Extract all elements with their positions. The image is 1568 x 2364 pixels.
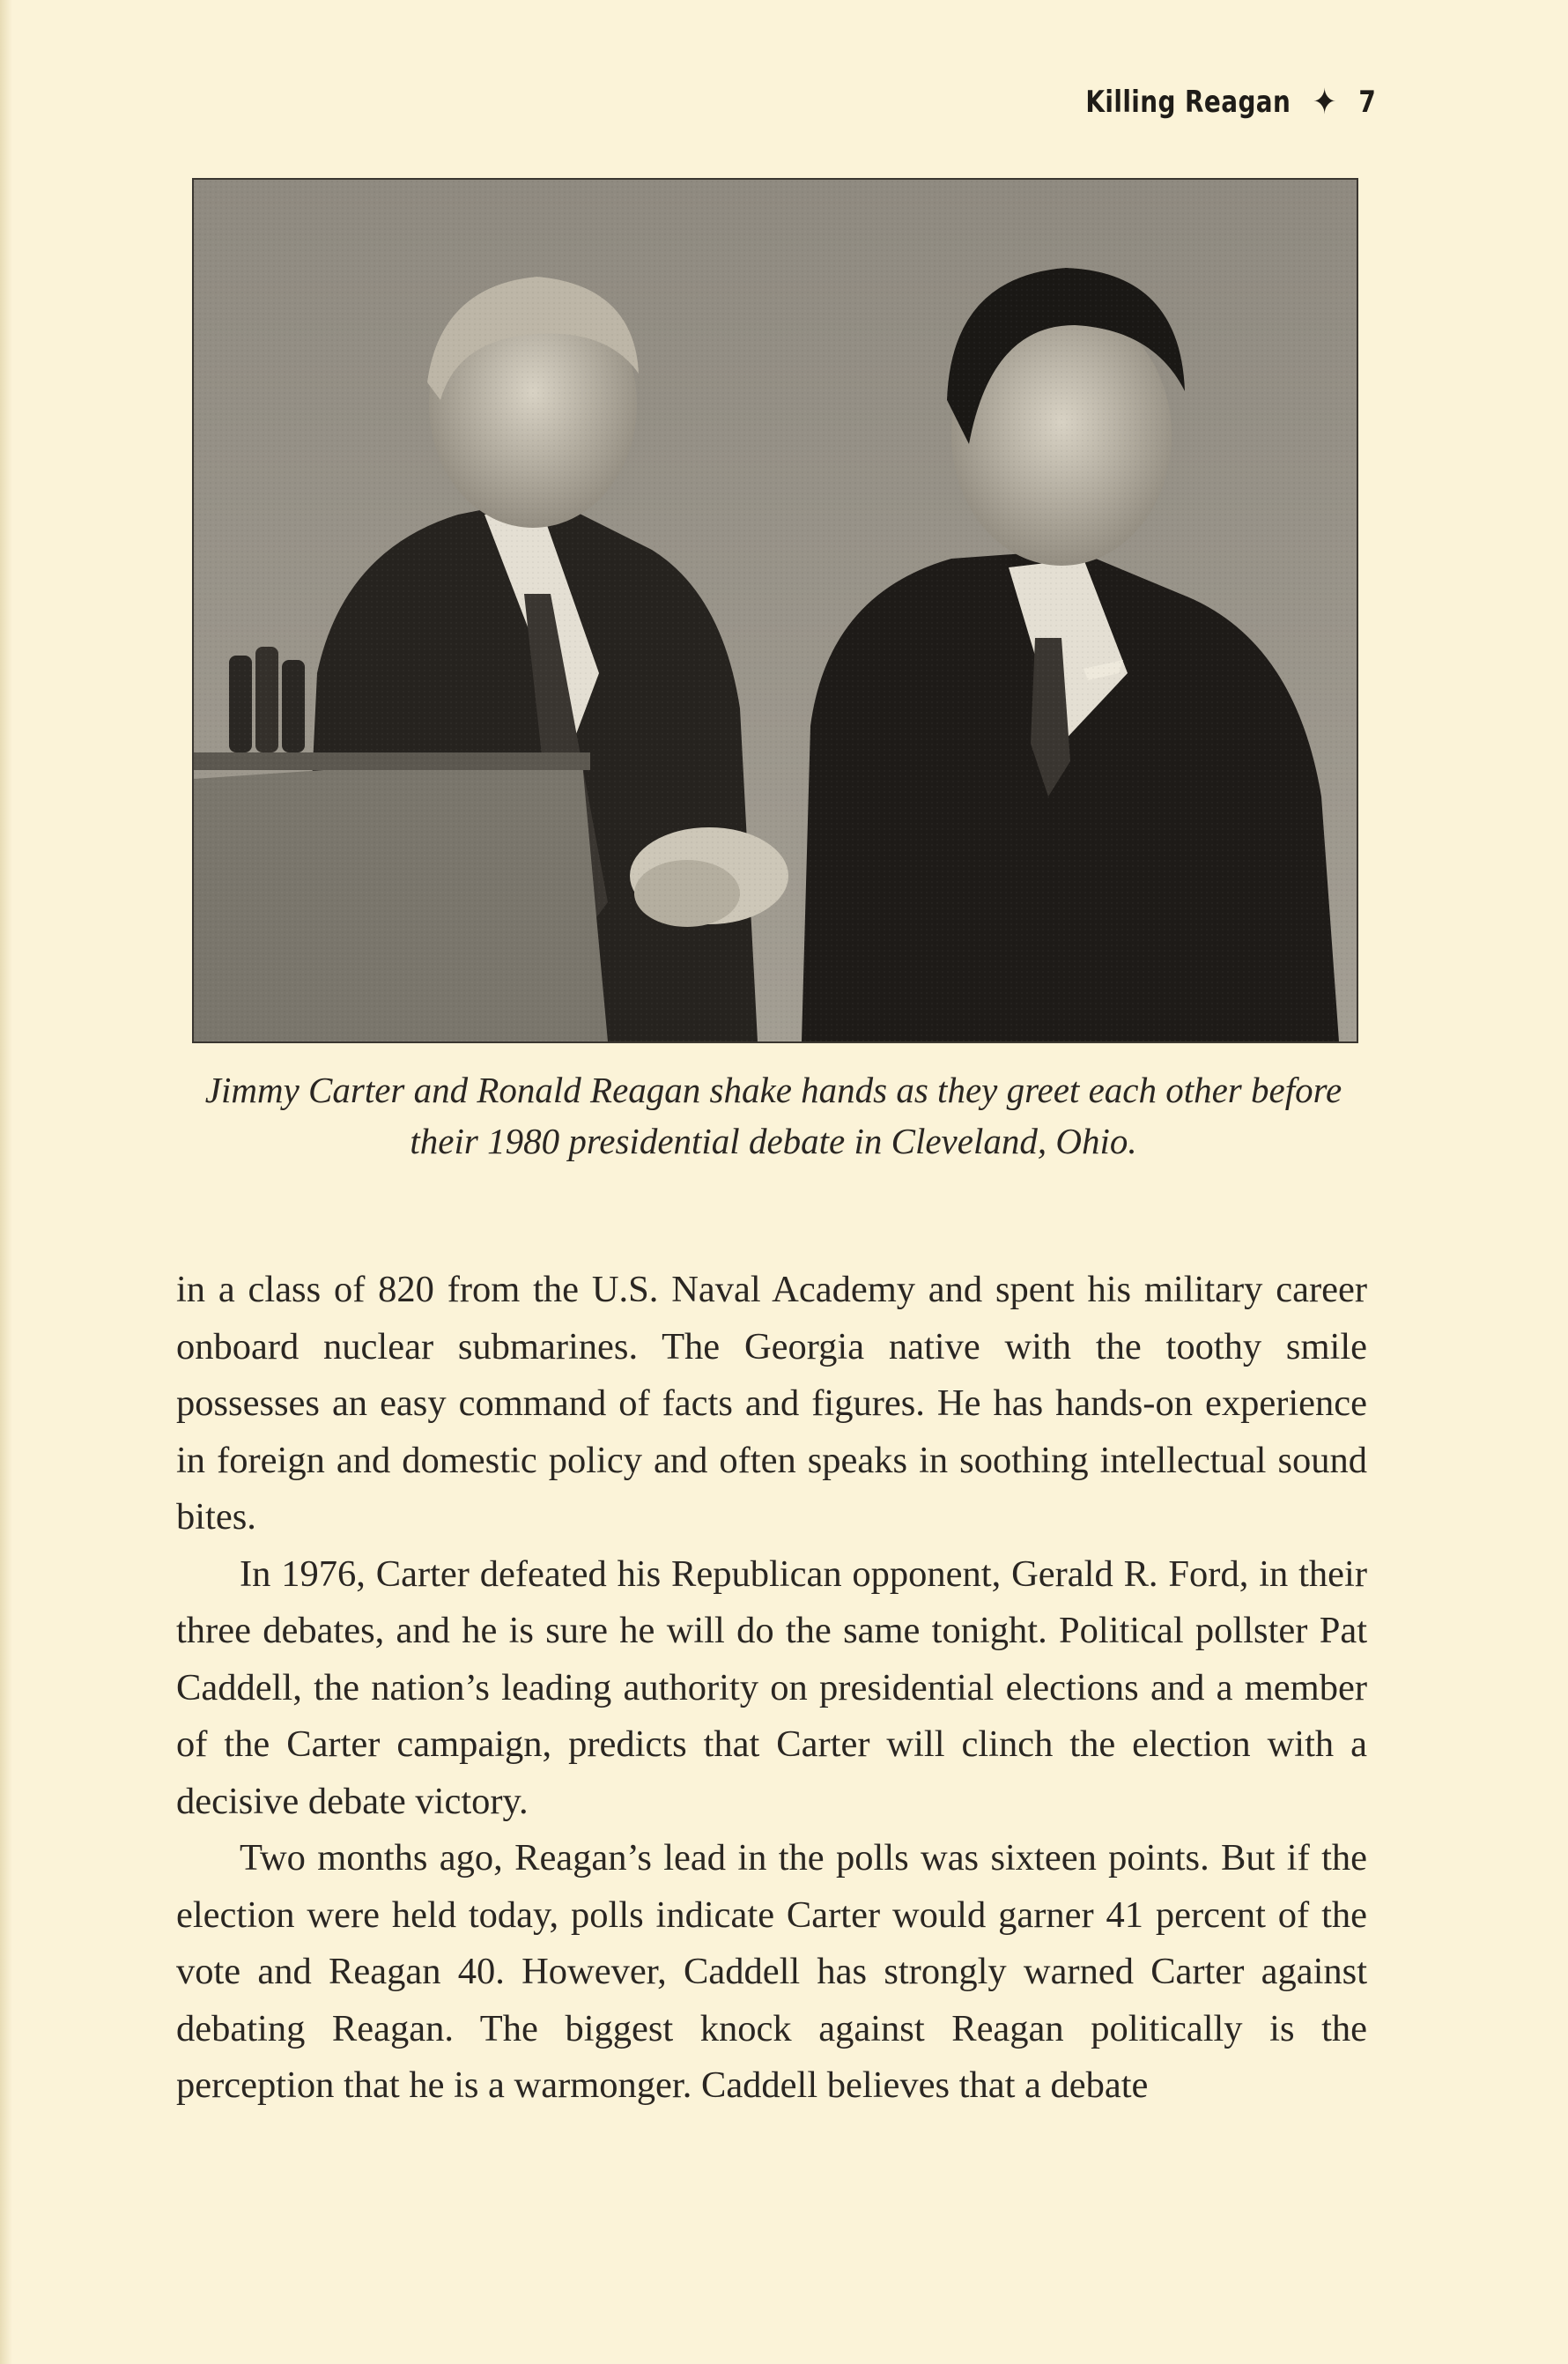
- paragraph-3: Two months ago, Reagan’s lead in the polls was sixteen points. But if the election were held today, polls indicate Carter would garner 41 percent of the vote and Reagan 40. However, Caddell has strongly warned Carter against debating Reagan. The biggest knock against Reagan politically is the perception that he is a warmonger. Caddell believes that a debate: [176, 1837, 1367, 2106]
- photograph-handshake-icon: [194, 180, 1357, 1041]
- book-title: Killing Reagan: [1085, 85, 1291, 120]
- caption-line-2: their 1980 presidential debate in Cleveland, Ohio.: [410, 1121, 1137, 1161]
- photo-caption: [192, 1064, 1355, 1167]
- page-number: 7: [1358, 85, 1376, 120]
- page-edge: [0, 0, 12, 2364]
- paragraph-2: In 1976, Carter defeated his Republican opponent, Gerald R. Ford, in their three debates, and he is sure he will do the same tonight. Political pollster Pat Caddell, the nation’s leading authority on presidential elections and a member of the Carter campaign, predicts that Carter will clinch the election with a decisive debate victory.: [176, 1553, 1367, 1822]
- paragraph-1: in a class of 820 from the U.S. Naval Academy and spent his military career onboard nuclear submarines. The Georgia native with the toothy smile possesses an easy command of facts and figures. He has hands-on experience in foreign and domestic policy and often speaks in soothing intellectual sound bites.: [176, 1269, 1367, 1538]
- photograph: [192, 178, 1358, 1043]
- running-head: [1085, 82, 1376, 122]
- body-text: [176, 1262, 1367, 2115]
- star-ornament-icon: ✦: [1312, 82, 1337, 122]
- caption-line-1: Jimmy Carter and Ronald Reagan shake hands as they greet each other before: [204, 1070, 1342, 1110]
